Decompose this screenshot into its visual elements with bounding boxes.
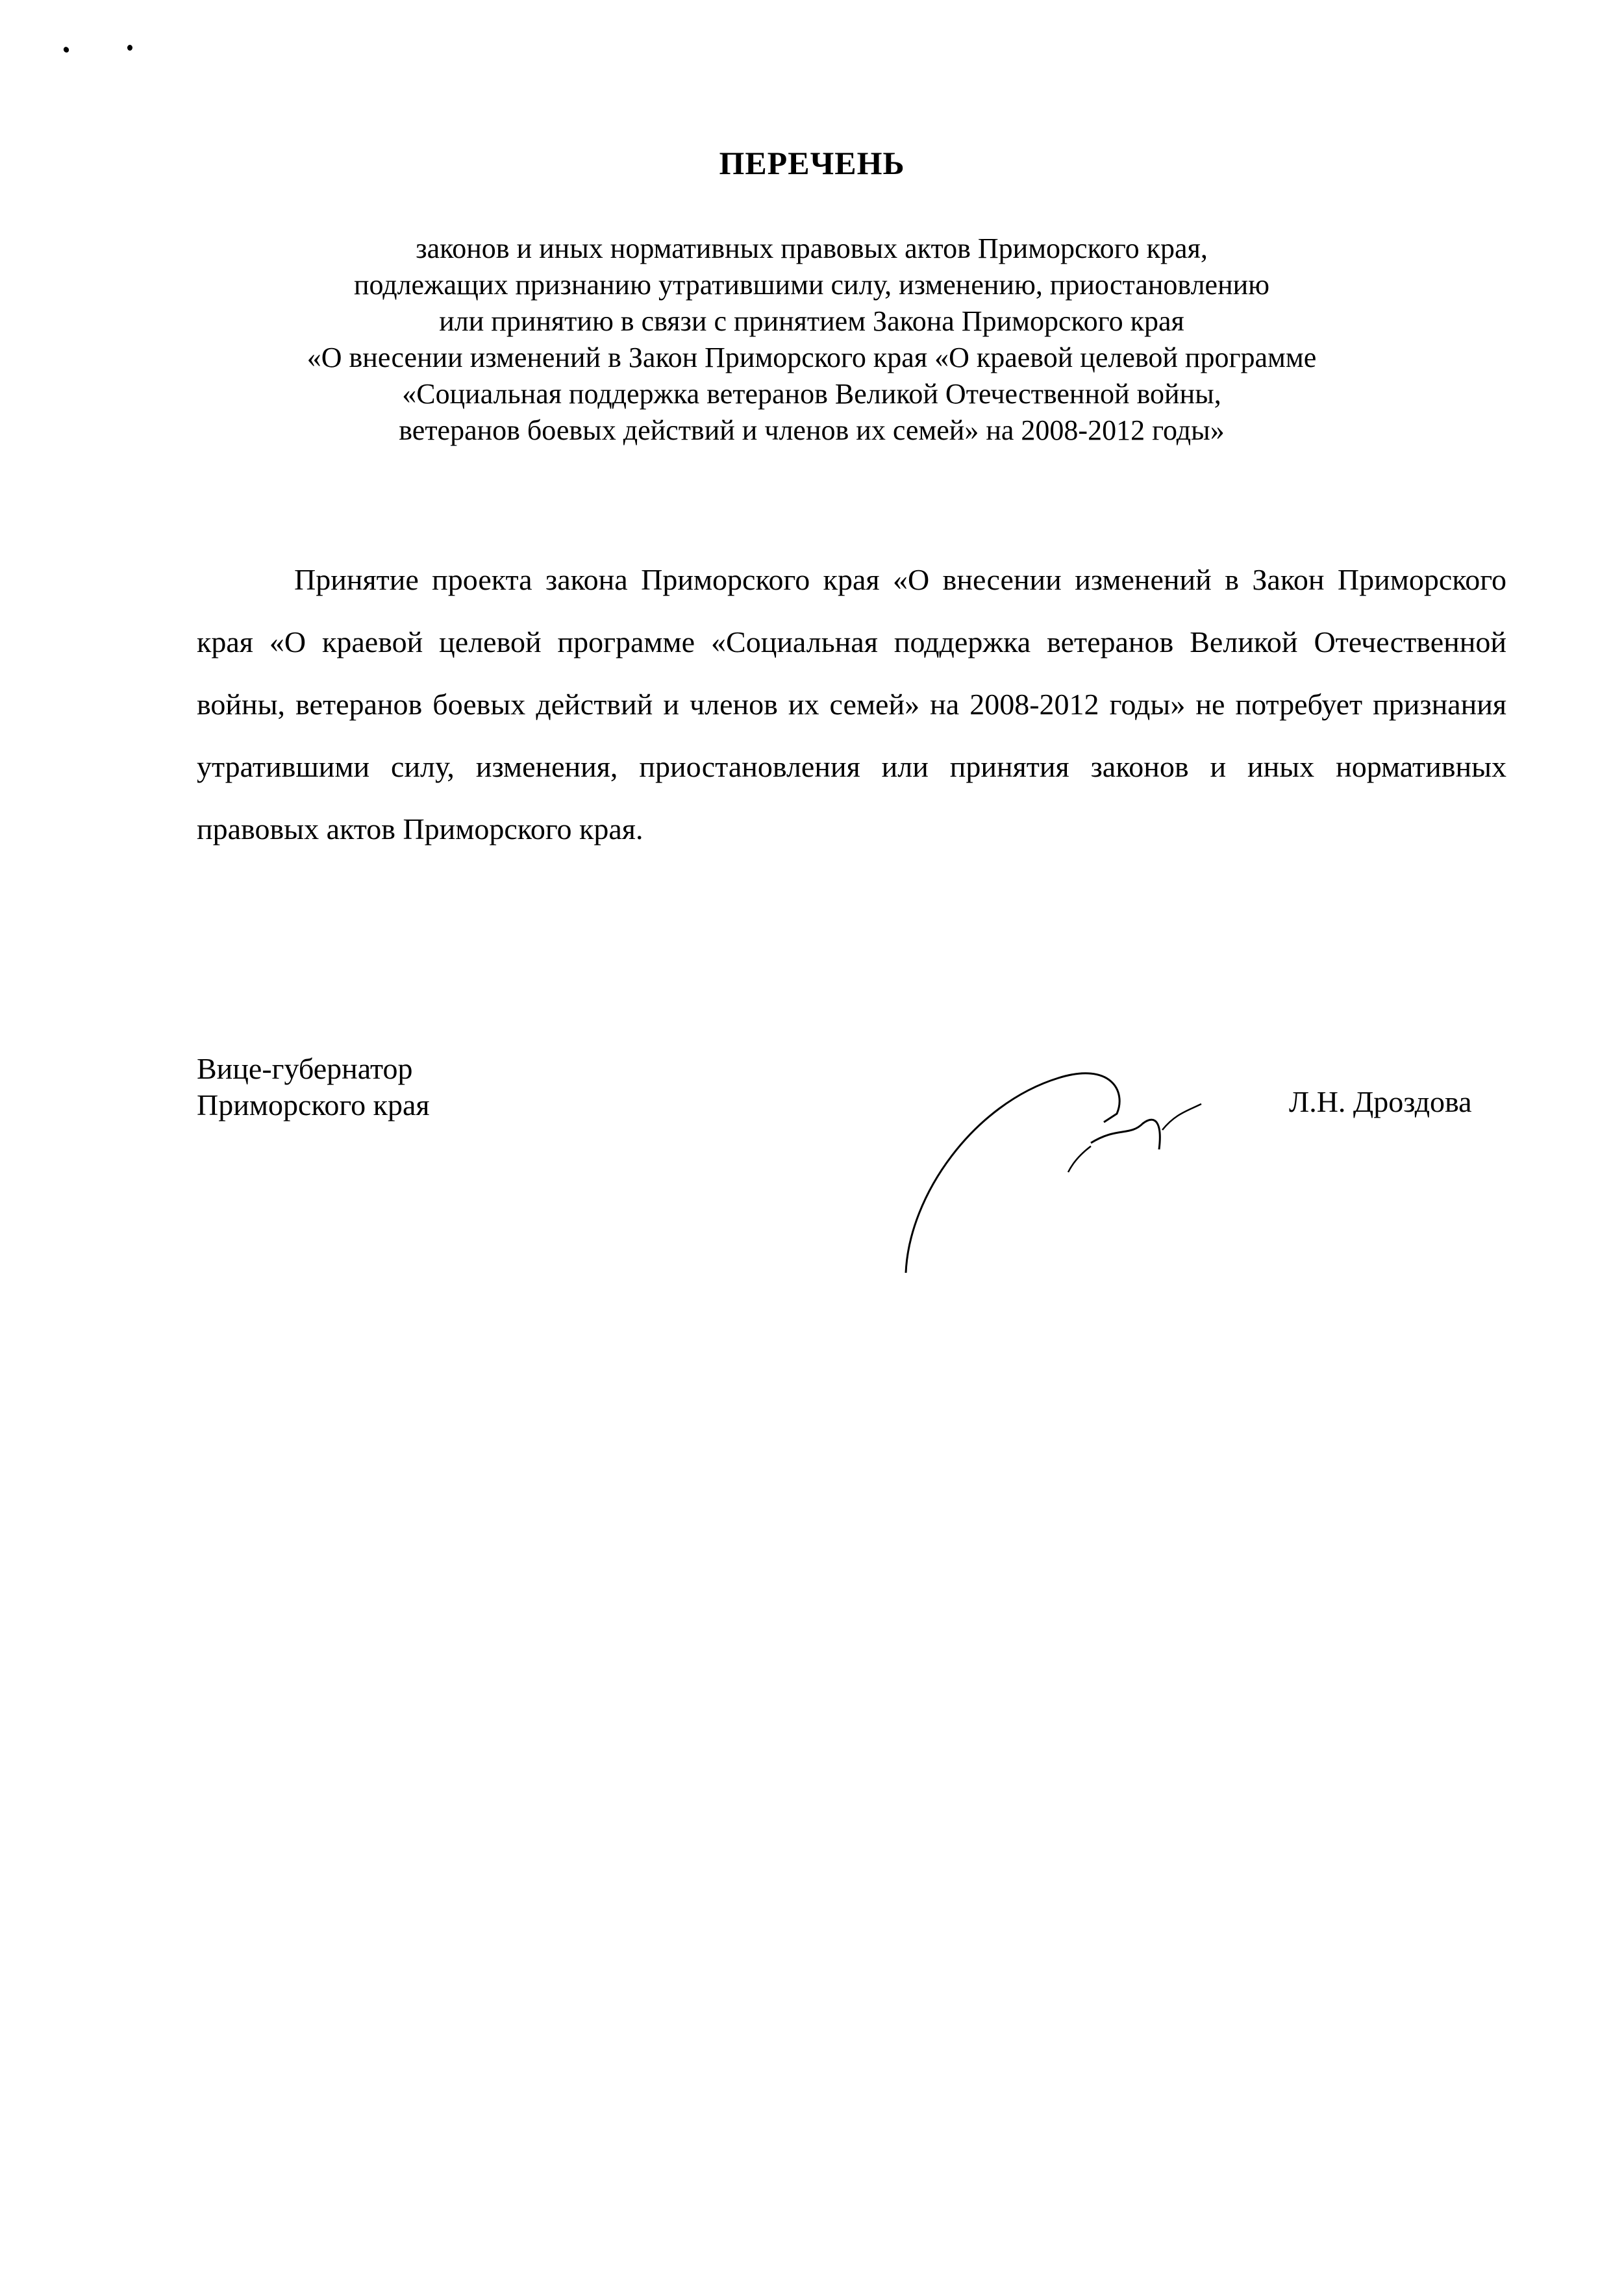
signatory-position [197, 1051, 430, 1123]
subtitle-line: или принятию в связи с принятием Закона Приморского края [439, 305, 1184, 337]
signatory-position-line: Приморского края [197, 1088, 430, 1121]
signatory-position-line: Вице-губернатор [197, 1052, 413, 1085]
subtitle-line: «Социальная поддержка ветеранов Великой Отечественной войны, [402, 378, 1221, 410]
body-paragraph: Принятие проекта закона Приморского края «О внесении изменений в Закон Приморского края «О краевой целевой программе «Социальная поддержка ветеранов Великой Отечественной войны, ветеранов боевых действий и членов их семей» на 2008-2012 годы» не потребует признания утратившими силу, изменения, приостановления или принятия законов и иных нормативных правовых актов Приморского края. [197, 563, 1506, 846]
subtitle-line: ветеранов боевых действий и членов их семей» на 2008-2012 годы» [399, 414, 1225, 446]
scan-speck [127, 45, 132, 51]
subtitle-line: «О внесении изменений в Закон Приморского края «О краевой целевой программе [306, 342, 1317, 373]
subtitle-line: законов и иных нормативных правовых актов Приморского края, [416, 232, 1208, 264]
document-subtitle [195, 231, 1429, 449]
signatory-name: Л.Н. Дроздова [1289, 1085, 1472, 1118]
handwritten-signature [896, 1065, 1286, 1286]
scan-speck [62, 46, 69, 54]
document-title: ПЕРЕЧЕНЬ [719, 145, 905, 181]
subtitle-line: подлежащих признанию утратившими силу, изменению, приостановлению [353, 269, 1270, 301]
